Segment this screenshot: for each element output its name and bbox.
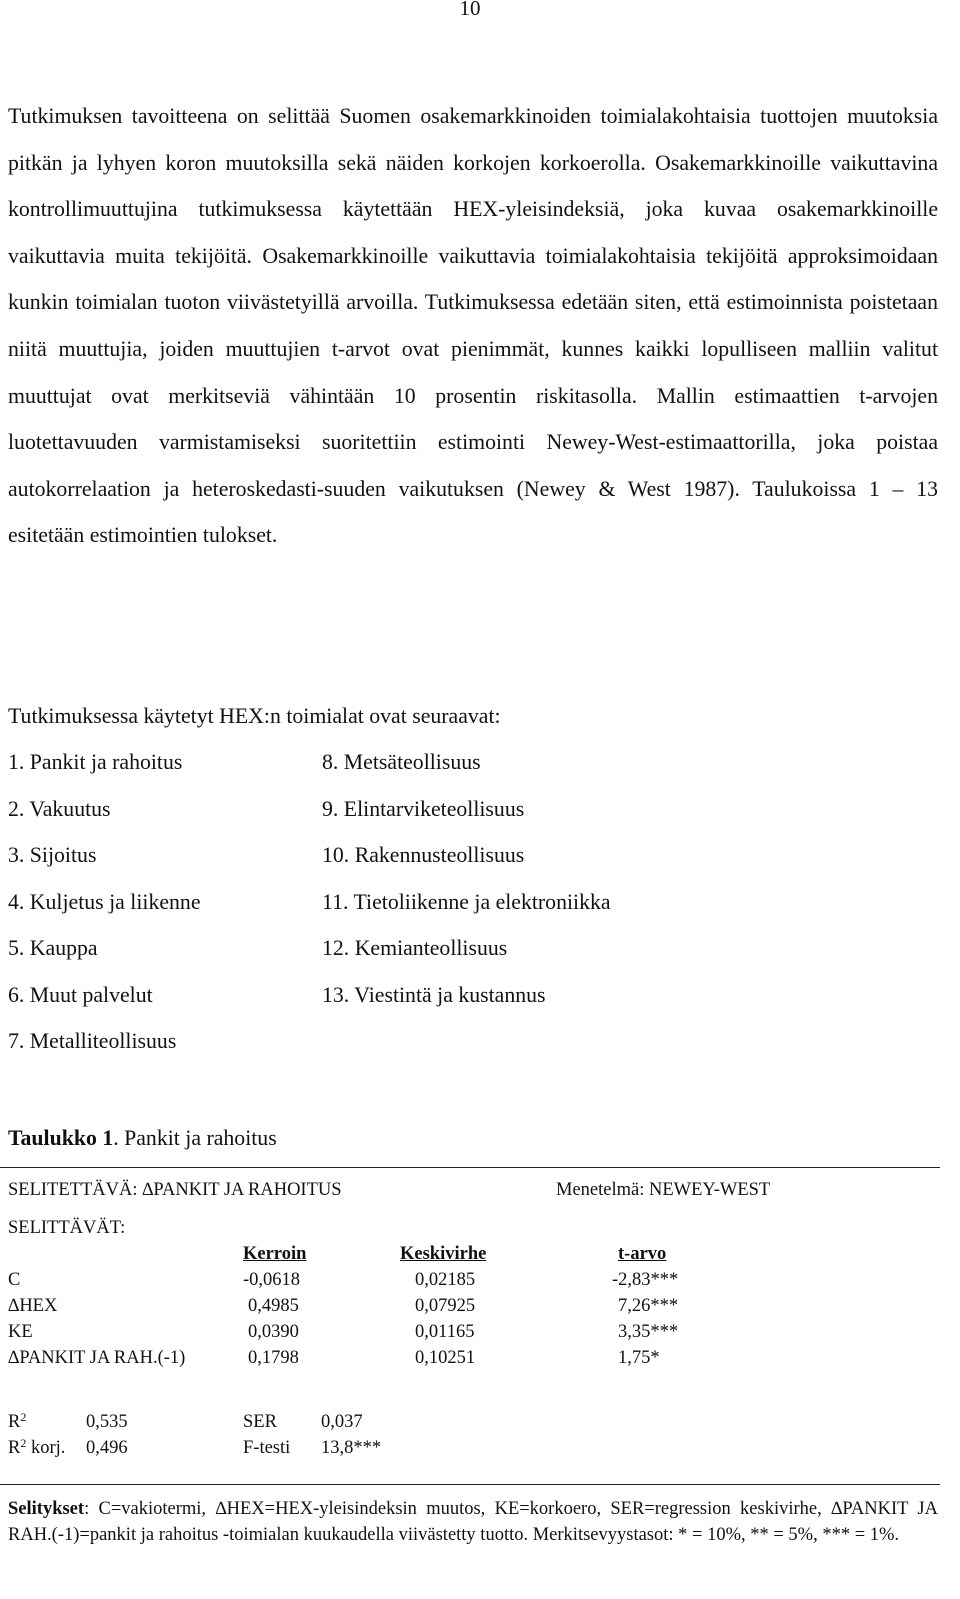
table-caption: [8, 1126, 277, 1151]
row-t: -2,83***: [612, 1270, 679, 1290]
list-item: 1. Pankit ja rahoitus: [8, 750, 183, 774]
r2adj-superscript: 2: [20, 1436, 27, 1450]
row-se: 0,07925: [415, 1296, 476, 1316]
list-item: 3. Sijoitus: [8, 843, 97, 867]
r2-symbol: R: [8, 1412, 21, 1432]
row-coef: 0,4985: [248, 1296, 299, 1316]
ser-label: SER: [243, 1412, 277, 1432]
table-caption-number: Taulukko 1: [8, 1126, 114, 1150]
r2-label: [8, 1412, 26, 1433]
notes-heading: Selitykset: [8, 1499, 85, 1519]
list-item: 4. Kuljetus ja liikenne: [8, 890, 201, 914]
row-coef: 0,1798: [248, 1348, 299, 1368]
f-test-label: F-testi: [243, 1438, 291, 1458]
list-item: 6. Muut palvelut: [8, 983, 153, 1007]
list-item: 13. Viestintä ja kustannus: [322, 983, 546, 1007]
row-t: 3,35***: [618, 1322, 679, 1342]
r2-superscript: 2: [20, 1410, 27, 1424]
body-paragraph: Tutkimuksen tavoitteena on selittää Suomen osakemarkkinoiden toimialakohtaisia tuottojen muutoksia pitkän ja lyhyen koron muutoksilla sekä näiden korkojen korkoerolla. Osakemarkkinoille vaikuttavina kontrollimuuttujina tutkimuksessa käytettään HEX-yleisindeksiä, joka kuvaa osakemarkkinoille vaikuttavia muita tekijöitä. Osakemarkkinoille vaikuttavia toimialakohtaisia tekijöitä approksimoidaan kunkin toimialan tuoton viivästetyillä arvoilla. Tutkimuksessa edetään siten, että estimoinnista poistetaan niitä muuttujia, joiden muuttujien t-arvot ovat pienimmät, kunnes kaikki lopulliseen malliin valitut muuttujat ovat merkitseviä vähintään 10 prosentin riskitasolla. Mallin estimaattien t-arvojen luotettavuuden varmistamiseksi suoritettiin estimointi Newey-West-estimaattorilla, joka poistaa autokorrelaation ja heteroskedasti-suuden vaikutuksen (Newey & West 1987). Taulukoissa 1 – 13 esitetään estimointien tulokset.: [8, 104, 938, 548]
row-se: 0,01165: [415, 1322, 475, 1342]
estimation-method: Menetelmä: NEWEY-WEST: [556, 1180, 771, 1200]
list-item: 10. Rakennusteollisuus: [322, 843, 525, 867]
row-se: 0,02185: [415, 1270, 476, 1290]
row-t: 7,26***: [618, 1296, 679, 1316]
row-coef: -0,0618: [243, 1270, 301, 1290]
list-item: 12. Kemianteollisuus: [322, 936, 508, 960]
row-name: KE: [8, 1322, 33, 1342]
table-bottom-rule: [0, 1484, 940, 1485]
r2-value: 0,535: [86, 1412, 128, 1432]
list-item: 5. Kauppa: [8, 936, 98, 960]
row-se: 0,10251: [415, 1348, 476, 1368]
page-number: 10: [459, 0, 481, 20]
row-coef: 0,0390: [248, 1322, 299, 1342]
list-item: 11. Tietoliikenne ja elektroniikka: [322, 890, 611, 914]
r2adj-label: [8, 1438, 65, 1459]
column-header-se: Keskivirhe: [400, 1244, 487, 1264]
table-notes: [8, 1496, 938, 1548]
row-name: ∆HEX: [8, 1296, 58, 1316]
row-name: C: [8, 1270, 21, 1290]
ser-value: 0,037: [321, 1412, 363, 1432]
table-top-rule: [0, 1167, 940, 1168]
list-item: 7. Metalliteollisuus: [8, 1029, 177, 1053]
list-item: 2. Vakuutus: [8, 797, 111, 821]
row-t: 1,75*: [618, 1348, 660, 1368]
column-header-t: t-arvo: [618, 1244, 667, 1264]
r2adj-value: 0,496: [86, 1438, 128, 1458]
r2adj-suffix: korj.: [26, 1438, 66, 1458]
f-test-value: 13,8***: [321, 1438, 382, 1458]
industries-intro: Tutkimuksessa käytetyt HEX:n toimialat ovat seuraavat:: [8, 704, 501, 728]
dependent-variable: SELITETTÄVÄ: ∆PANKIT JA RAHOITUS: [8, 1180, 342, 1200]
row-name: ∆PANKIT JA RAH.(-1): [8, 1348, 186, 1368]
list-item: 8. Metsäteollisuus: [322, 750, 481, 774]
r2adj-symbol: R: [8, 1438, 21, 1458]
list-item: 9. Elintarviketeollisuus: [322, 797, 525, 821]
column-header-coef: Kerroin: [243, 1244, 307, 1264]
notes-text: : C=vakiotermi, ∆HEX=HEX-yleisindeksin muutos, KE=korkoero, SER=regression keskivirhe, ∆PANKIT JA RAH.(-1)=pankit ja rahoitus -toimialan kuukaudella viivästetty tuotto. Merkitsevyystasot: * = 10%, ** = 5%, *** = 1%.: [8, 1499, 938, 1545]
table-caption-title: . Pankit ja rahoitus: [113, 1126, 277, 1150]
explanatory-label: SELITTÄVÄT:: [8, 1218, 126, 1238]
